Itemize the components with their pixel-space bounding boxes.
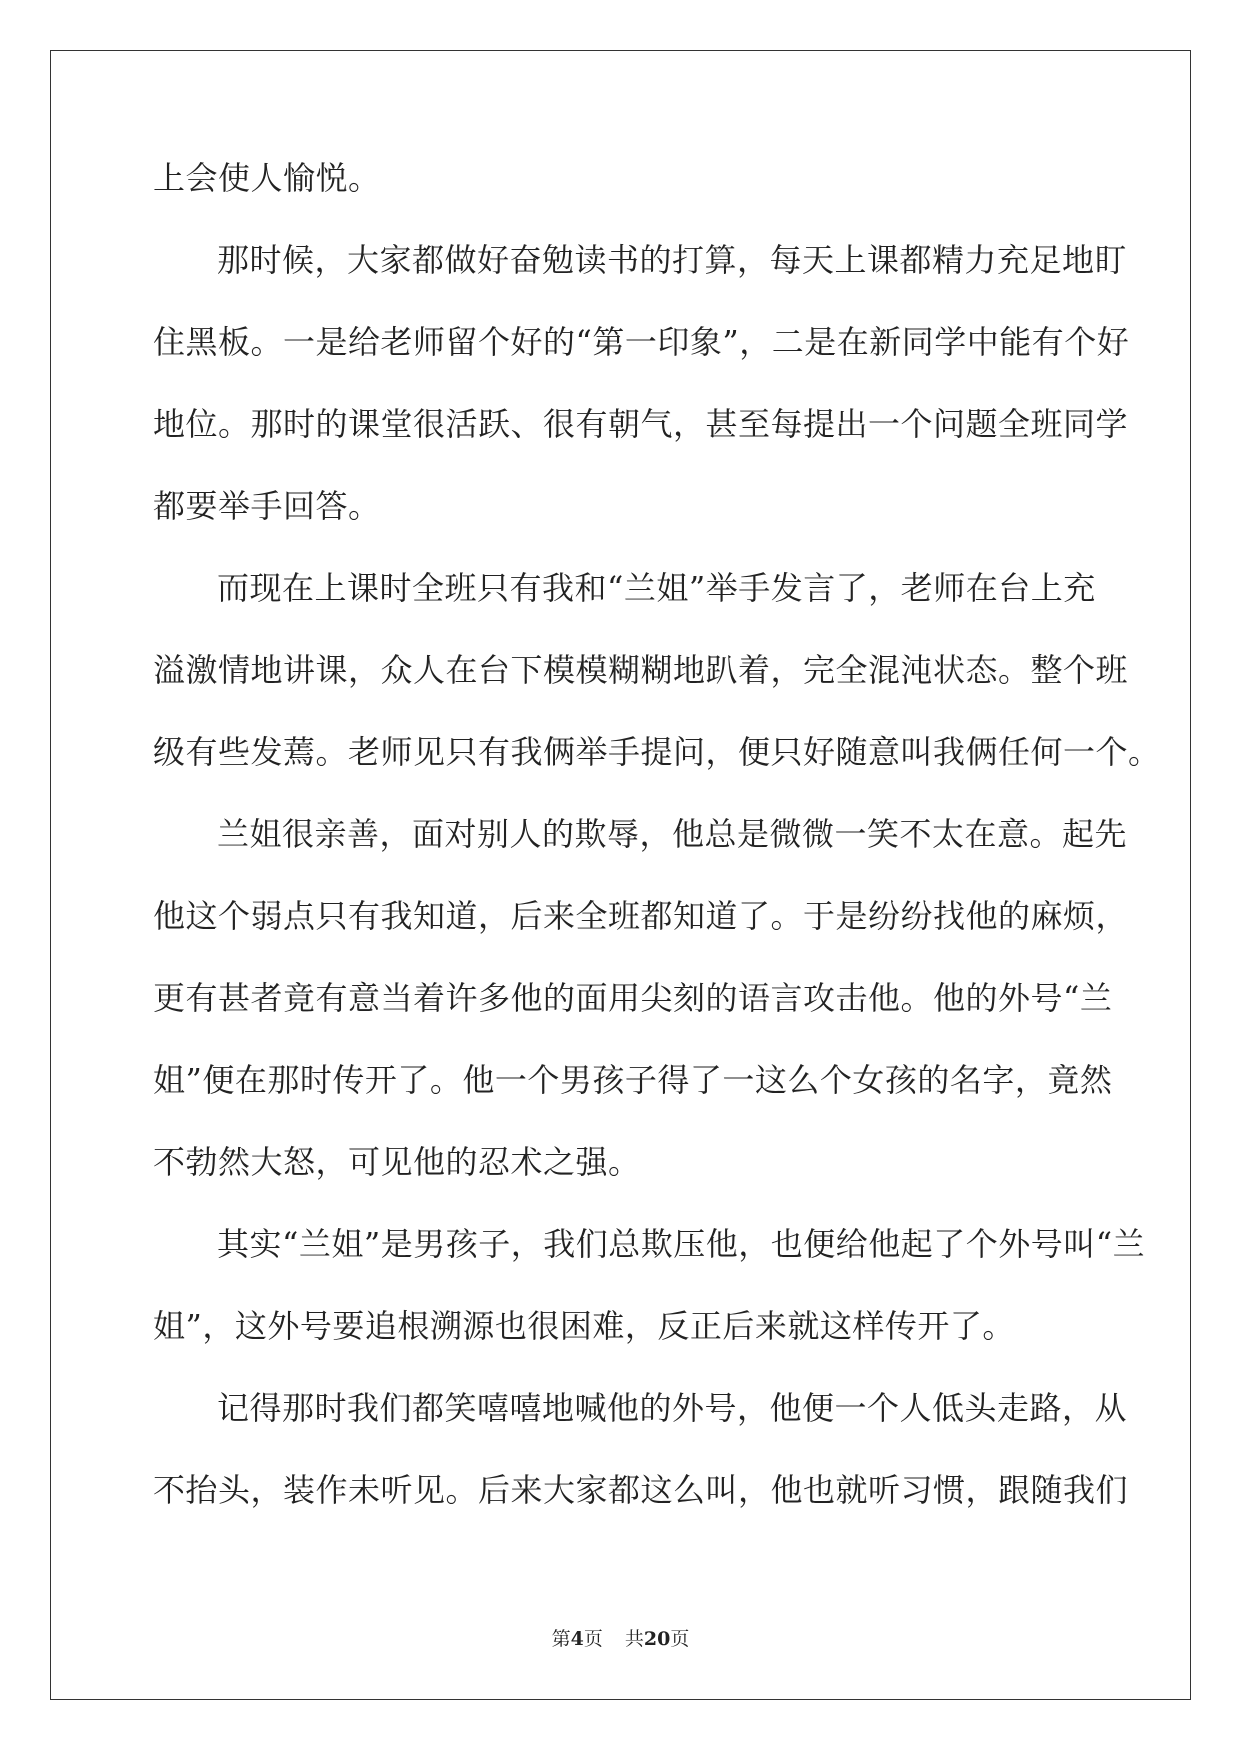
text-line: 不勃然大怒，可见他的忍术之强。 xyxy=(153,1143,641,1181)
text-line: 那时候，大家都做好奋勉读书的打算，每天上课都精力充足地盯 xyxy=(217,241,1128,279)
document-body xyxy=(153,159,1161,1554)
text-line: 上会使人愉悦。 xyxy=(153,159,381,197)
text-line: 更有甚者竟有意当着许多他的面用尖刻的语言攻击他。他的外号“兰 xyxy=(153,979,1113,1017)
text-line: 而现在上课时全班只有我和“兰姐”举手发言了，老师在台上充 xyxy=(217,569,1096,607)
text-line: 姐”便在那时传开了。他一个男孩子得了一这么个女孩的名字，竟然 xyxy=(153,1061,1113,1099)
footer-total-pages: 20 xyxy=(643,1628,671,1650)
text-line: 兰姐很亲善，面对别人的欺辱，他总是微微一笑不太在意。起先 xyxy=(217,815,1128,853)
page-footer xyxy=(0,1624,1241,1651)
footer-page-number: 4 xyxy=(570,1628,584,1650)
footer-total-prefix: 共 xyxy=(624,1628,644,1650)
text-line: 姐”，这外号要追根溯源也很困难，反正后来就这样传开了。 xyxy=(153,1307,1015,1345)
text-line: 其实“兰姐”是男孩子，我们总欺压他，也便给他起了个外号叫“兰 xyxy=(217,1225,1146,1263)
text-line: 地位。那时的课堂很活跃、很有朝气，甚至每提出一个问题全班同学 xyxy=(153,405,1129,443)
footer-page-suffix: 页 xyxy=(583,1628,603,1650)
footer-total-suffix: 页 xyxy=(670,1628,690,1650)
text-line: 溢激情地讲课，众人在台下模模糊糊地趴着，完全混沌状态。整个班 xyxy=(153,651,1129,689)
footer-page-prefix: 第 xyxy=(551,1628,571,1650)
text-line: 住黑板。一是给老师留个好的“第一印象”，二是在新同学中能有个好 xyxy=(153,323,1130,361)
text-line: 级有些发蔫。老师见只有我俩举手提问，便只好随意叫我俩任何一个。 xyxy=(153,733,1161,771)
text-line: 他这个弱点只有我知道，后来全班都知道了。于是纷纷找他的麻烦， xyxy=(153,897,1129,935)
text-line: 不抬头，装作未听见。后来大家都这么叫，他也就听习惯，跟随我们 xyxy=(153,1471,1129,1509)
text-line: 都要举手回答。 xyxy=(153,487,381,525)
text-line: 记得那时我们都笑嘻嘻地喊他的外号，他便一个人低头走路，从 xyxy=(217,1389,1128,1427)
